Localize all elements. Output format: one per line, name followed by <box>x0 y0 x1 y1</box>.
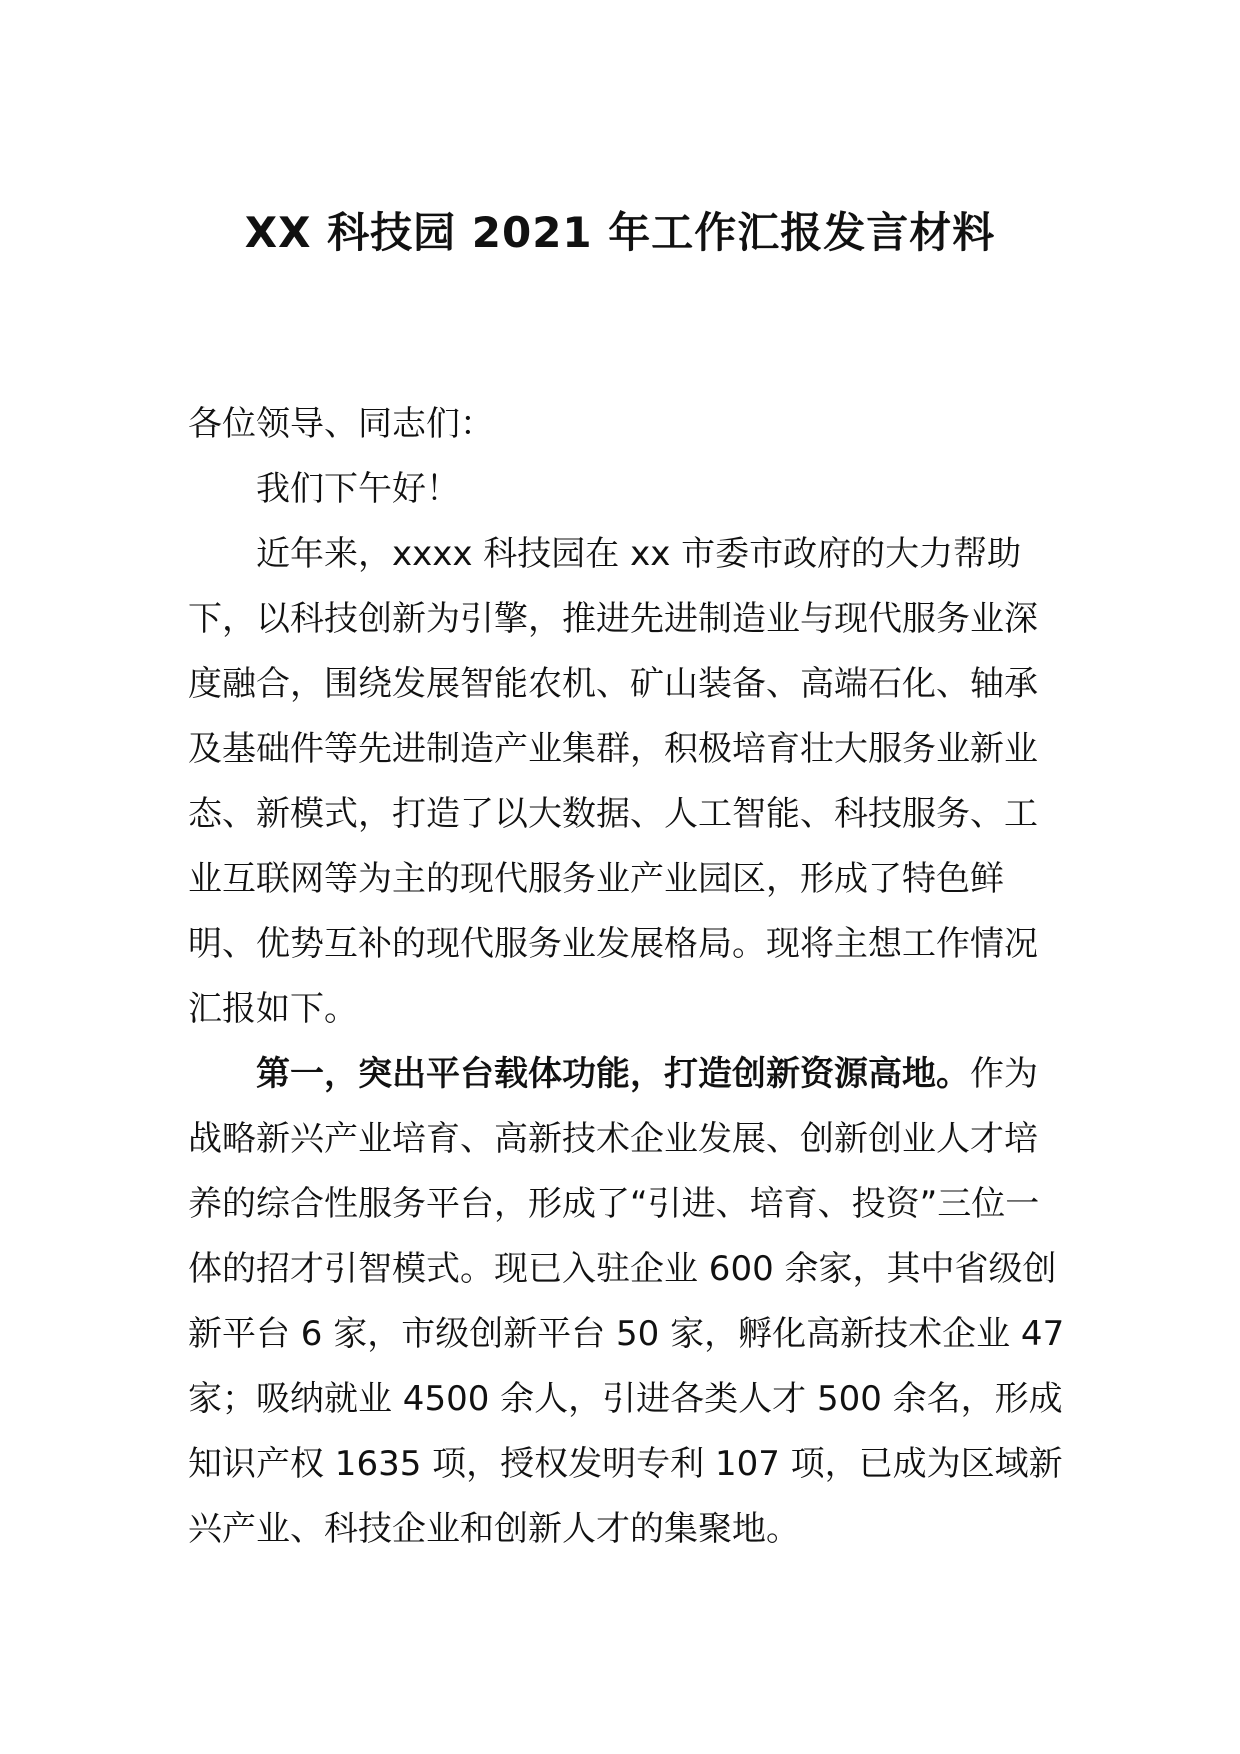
document-title: XX 科技园 2021 年工作汇报发言材料 <box>244 208 996 257</box>
section-1-body: 作为战略新兴产业培育、高新技术企业发展、创新创业人才培养的综合性服务平台，形成了“引进、培育、投资”三位一体的招才引智模式。现已入驻企业 600 余家，其中省级创新平台 6 家，市级创新平台 50 家，孵化高新技术企业 47 家；吸纳就业 4500 余人，引进各类人才 500 余名，形成知识产权 1635 项，授权发明专利 107 项，已成为区域新兴产业、科技企业和创新人才的集聚地。 <box>188 1054 1065 1549</box>
intro-paragraph: 近年来，xxxx 科技园在 xx 市委市政府的大力帮助下，以科技创新为引擎，推进先进制造业与现代服务业深度融合，围绕发展智能农机、矿山装备、高端石化、轴承及基础件等先进制造产业集群，积极培育壮大服务业新业态、新模式，打造了以大数据、人工智能、科技服务、工业互联网等为主的现代服务业产业园区，形成了特色鲜明、优势互补的现代服务业发展格局。现将主想工作情况汇报如下。 <box>188 534 1038 1029</box>
document-body <box>188 392 1068 1562</box>
section-1-lead: 第一，突出平台载体功能，打造创新资源高地。 <box>256 1054 970 1094</box>
salutation: 各位领导、同志们： <box>188 404 494 444</box>
section-1-paragraph <box>188 1042 1068 1562</box>
greeting: 我们下午好！ <box>256 469 460 509</box>
